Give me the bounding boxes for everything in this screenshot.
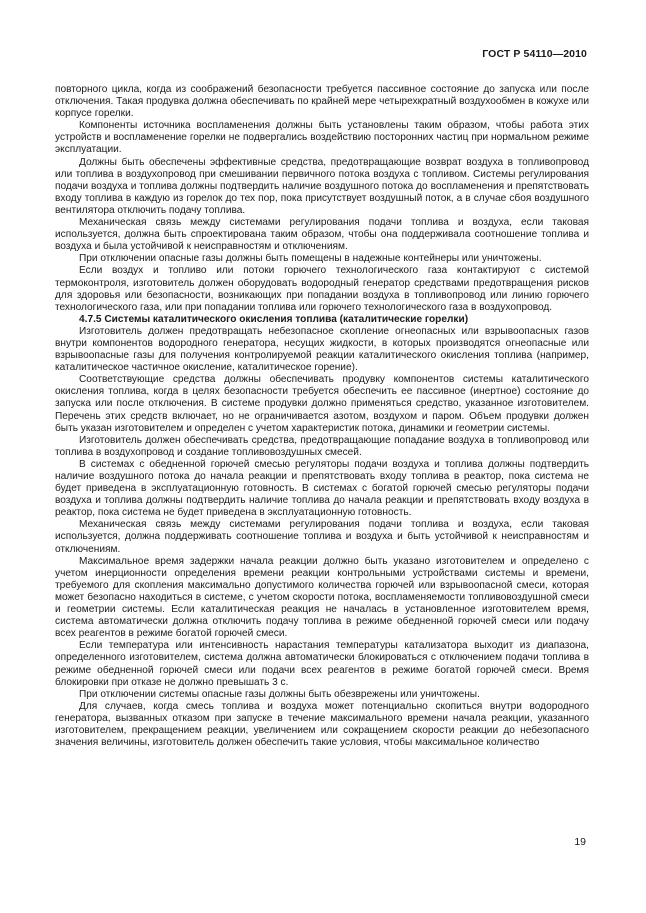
paragraph: При отключении системы опасные газы должны быть обезврежены или уничтожены. <box>79 688 480 700</box>
paragraph: В системах с обедненной горючей смесью регуляторы подачи воздуха и топлива должны подтвердить наличие воздушного потока до начала реакции и препятствовать входу топлива в реактор, пока система не будет приведена в эксплуатационную готовность. В системах с богатой горючей смесью регуляторы подачи воздуха и топлива должны подтвердить наличие топлива до начала реакции и препятствовать входу воздуха в реактор, пока система не будет приведена в эксплуатационную готовность. <box>55 458 589 519</box>
paragraph: Максимальное время задержки начала реакции должно быть указано изготовителем и определено с учетом инерционности определения времени реакции контрольными устройствами системы и времени, требуемого для скопления максимально допустимого количества горючей или взрывоопасной смеси, которая может безопасно находиться в системе, с учетом скорости потока, воспламеняемости топливовоздушной смеси и геометрии системы. Если каталитическая реакция не началась в установленное изготовителем время, система автоматически должна отключить подачу топлива в режиме обедненной горючей смеси или подачу всех реагентов в режиме богатой горючей смеси. <box>55 555 589 640</box>
paragraph: Изготовитель должен предотвращать небезопасное скопление огнеопасных или взрывоопасных газов внутри компонентов водородного генератора, несущих жидкости, в которых производятся огнеопасные или взрывоопасные газы для получения контролируемой реакции каталитического окисления топлива (например, каталитическое частичное окисление, каталитическое горение). <box>55 325 589 374</box>
paragraph: Для случаев, когда смесь топлива и воздуха может потенциально скопиться внутри водородного генератора, вызванных отказом при запуске в течение максимального времени начала реакции, указанного изготовителем, прекращением реакции, увеличением или сокращением скорости реакции до небезопасного значения величины, изготовитель должен обеспечить такие условия, чтобы максимальное количество <box>55 700 589 749</box>
paragraph: Если температура или интенсивность нарастания температуры катализатора выходит из диапазона, определенного изготовителем, система должна автоматически блокироваться с отключением подачи топлива в режиме обедненной горючей смеси или подачи всех реагентов в режиме богатой горючей смеси. Время блокировки при отказе не должно превышать 3 с. <box>55 640 589 688</box>
paragraph: Если воздух и топливо или потоки горючего технологического газа контактируют с системой термоконтроля, изготовитель должен оборудовать водородный генератор средствами предотвращения рисков для здоровья или безопасности, возникающих при попадании воздуха в топливопровод или линию горючего технологического газа, или при попадании топлива или горючего технологического газа в воздухопровод. <box>55 265 589 313</box>
paragraph: Изготовитель должен обеспечивать средства, предотвращающие попадание воздуха в топливопровод или топлива в воздухопровод и создание топливовоздушных смесей. <box>55 434 589 458</box>
body-text <box>55 84 589 749</box>
paragraph: повторного цикла, когда из соображений безопасности требуется пассивное состояние до запуска или после отключения. Такая продувка должна обеспечивать по крайней мере четырехкратный воздухообмен в кожухе или корпусе горелки. <box>55 84 589 120</box>
section-heading: 4.7.5 Системы каталитического окисления топлива (каталитические горелки) <box>79 313 469 325</box>
paragraph: Механическая связь между системами регулирования подачи топлива и воздуха, если таковая используется, должна поддерживать соотношение топлива и воздуха и быть устойчивой к неисправностям и отключениям. <box>55 519 589 555</box>
paragraph: Соответствующие средства должны обеспечивать продувку компонентов системы каталитического окисления топлива, когда в целях безопасности требуется обеспечить ее пассивное (инертное) состояние до запуска или после отключения. В системе продувки должно применяться средство, указанное изготовителем. Перечень этих средств включает, но не ограничивается азотом, воздухом и паром. Объем продувки должен быть указан изготовителем и определен с учетом характеристик потока, динамики и геометрии системы. <box>55 374 589 434</box>
standard-header: ГОСТ Р 54110—2010 <box>482 48 587 60</box>
paragraph: Должны быть обеспечены эффективные средства, предотвращающие возврат воздуха в топливопровод или топлива в воздухопровод при смешивании первичного потока воздуха с топливом. Системы регулирования подачи воздуха и топлива должны подтвердить наличие воздушного потока до воспламенения и препятствовать входу топлива в каждую из горелок до тех пор, пока присутствует воздушный поток, а в случае сбоя воздушного вентилятора отключить подачу топлива. <box>55 156 589 216</box>
paragraph: При отключении опасные газы должны быть помещены в надежные контейнеры или уничтожены. <box>79 253 542 265</box>
page-number: 19 <box>574 836 586 848</box>
paragraph: Компоненты источника воспламенения должны быть установлены таким образом, чтобы работа этих устройств и воспламенение горелки не подвергались воздействию посторонних частиц при нормальном режиме эксплуатации. <box>55 120 589 156</box>
paragraph: Механическая связь между системами регулирования подачи топлива и воздуха, если таковая используется, должна быть спроектирована таким образом, чтобы она поддерживала соотношение топлива и воздуха и была устойчивой к неисправностям и отключениям. <box>55 217 589 253</box>
